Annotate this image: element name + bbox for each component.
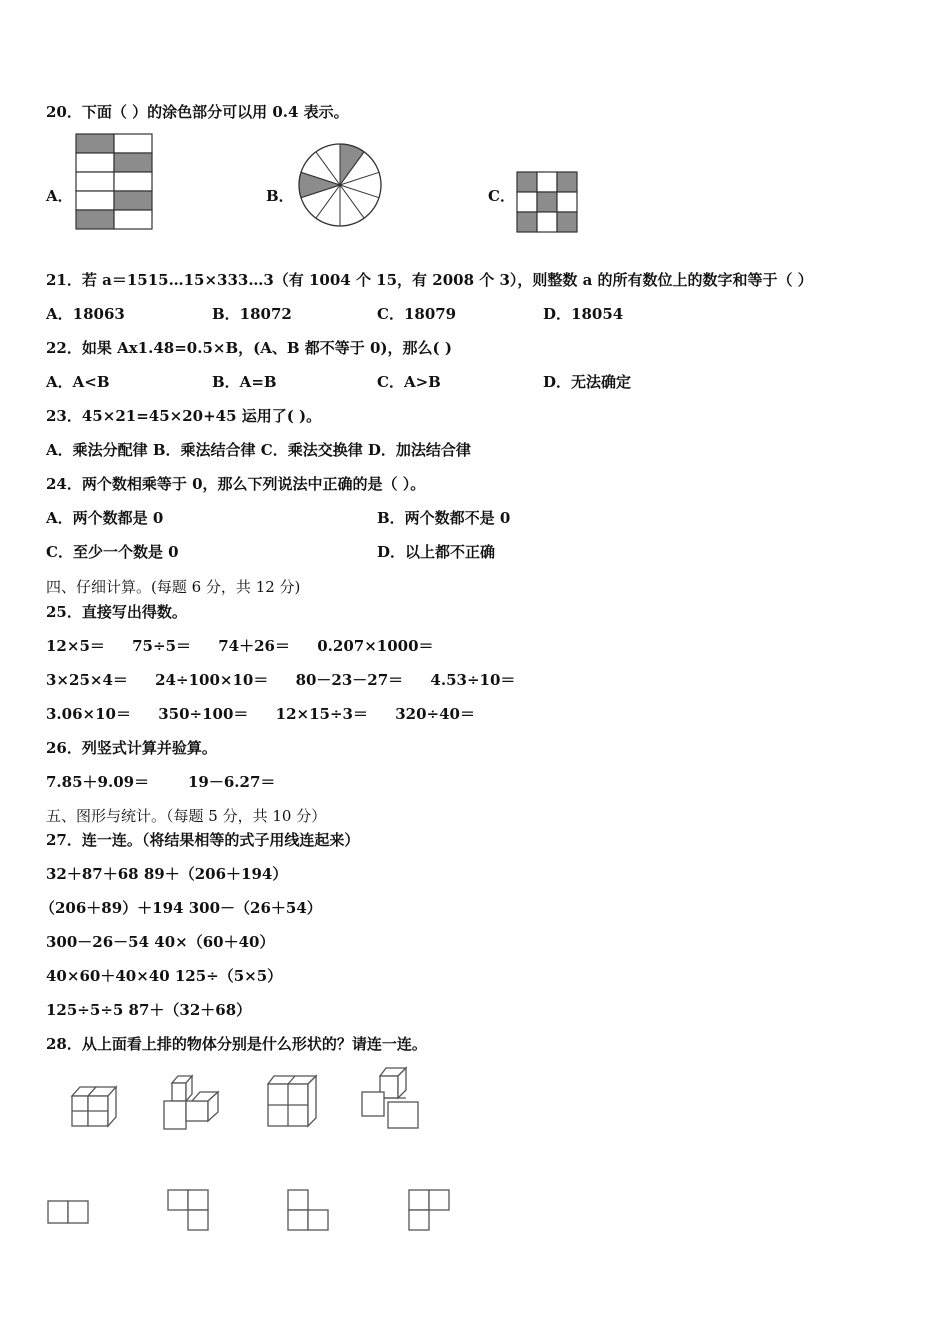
q27-line-3: 300－26－54 40×（60＋40） [46,933,275,951]
q25-item: 3.06×10＝ [46,705,131,723]
q23-stem: 23．45×21=45×20+45 运用了( )。 [46,407,322,425]
q26-item-2: 19－6.27＝ [188,773,276,791]
q27-line-2: （206＋89）＋194 300－（26＋54） [40,899,322,917]
q25-item: 12×15÷3＝ [275,705,368,723]
q28-object-1 [68,1084,128,1134]
q28-object-2 [160,1074,225,1134]
q28-object-3 [264,1074,324,1134]
q20-option-c-label: C． [488,187,515,205]
q20-option-a-label: A． [46,187,73,205]
q27-line-4: 40×60＋40×40 125÷（5×5） [46,967,283,985]
q23-options: A．乘法分配律 B．乘法结合律 C．乘法交换律 D．加法结合律 [46,441,471,459]
q28-stem: 28．从上面看上排的物体分别是什么形状的？请连一连。 [46,1035,427,1053]
q21-option-d: D．18054 [543,305,624,323]
section5-title: 五、图形与统计。（每题 5 分，共 10 分） [46,807,327,825]
q20-stem: 20．下面（ ）的涂色部分可以用 0.4 表示。 [46,103,349,121]
q22-stem: 22．如果 Ax1.48=0.5×B，(A、B 都不等于 0)，那么( ) [46,339,452,357]
q28-object-4 [358,1066,423,1131]
q24-stem: 24．两个数相乘等于 0，那么下列说法中正确的是（ ）。 [46,475,426,493]
q28-view-4 [408,1189,453,1234]
q26-stem: 26．列竖式计算并验算。 [46,739,217,757]
q25-row-2 [46,670,537,690]
q27-line-1: 32＋87＋68 89＋（206＋194） [46,865,288,883]
q21-option-a: A．18063 [46,305,125,323]
q20-option-b-label: B． [266,187,294,205]
q25-item: 75÷5＝ [132,637,192,655]
q21-option-b: B．18072 [212,305,292,323]
q24-option-a: A．两个数都是 0 [46,509,164,527]
q21-stem: 21．若 a＝1515…15×333…3（有 1004 个 15，有 2008 个 3），则整数 a 的所有数位上的数字和等于（ ） [46,271,813,289]
q25-item: 320÷40＝ [395,705,475,723]
q20-option-b-figure [297,142,387,232]
q22-option-c: C．A>B [377,373,441,391]
q25-item: 12×5＝ [46,637,105,655]
q28-view-2 [167,1189,212,1234]
q22-option-d: D．无法确定 [543,373,632,391]
q25-row-1 [46,636,456,656]
q27-stem: 27．连一连。（将结果相等的式子用线连起来） [46,831,360,849]
q20-option-a-figure [75,133,155,233]
q24-option-c: C．至少一个数是 0 [46,543,179,561]
q25-item: 0.207×1000＝ [317,637,434,655]
q24-option-d: D．以上都不正确 [377,543,496,561]
q25-stem: 25．直接写出得数。 [46,603,187,621]
q25-item: 350÷100＝ [158,705,249,723]
q28-view-3 [287,1189,332,1234]
q22-option-a: A．A<B [46,373,110,391]
q21-option-c: C．18079 [377,305,457,323]
q28-view-1 [47,1200,92,1228]
q25-item: 74＋26＝ [218,637,290,655]
q20-option-c-figure [516,171,582,235]
q26-item-1: 7.85＋9.09＝ [46,773,150,791]
q27-line-5: 125÷5÷5 87＋（32＋68） [46,1001,252,1019]
q24-option-b: B．两个数都不是 0 [377,509,511,527]
section4-title: 四、仔细计算。(每题 6 分，共 12 分) [46,578,301,596]
q25-item: 3×25×4＝ [46,671,128,689]
q25-item: 4.53÷10＝ [430,671,516,689]
q25-item: 24÷100×10＝ [155,671,269,689]
q25-row-3 [46,704,497,724]
q22-option-b: B．A=B [212,373,277,391]
q25-item: 80－23－27＝ [295,671,404,689]
